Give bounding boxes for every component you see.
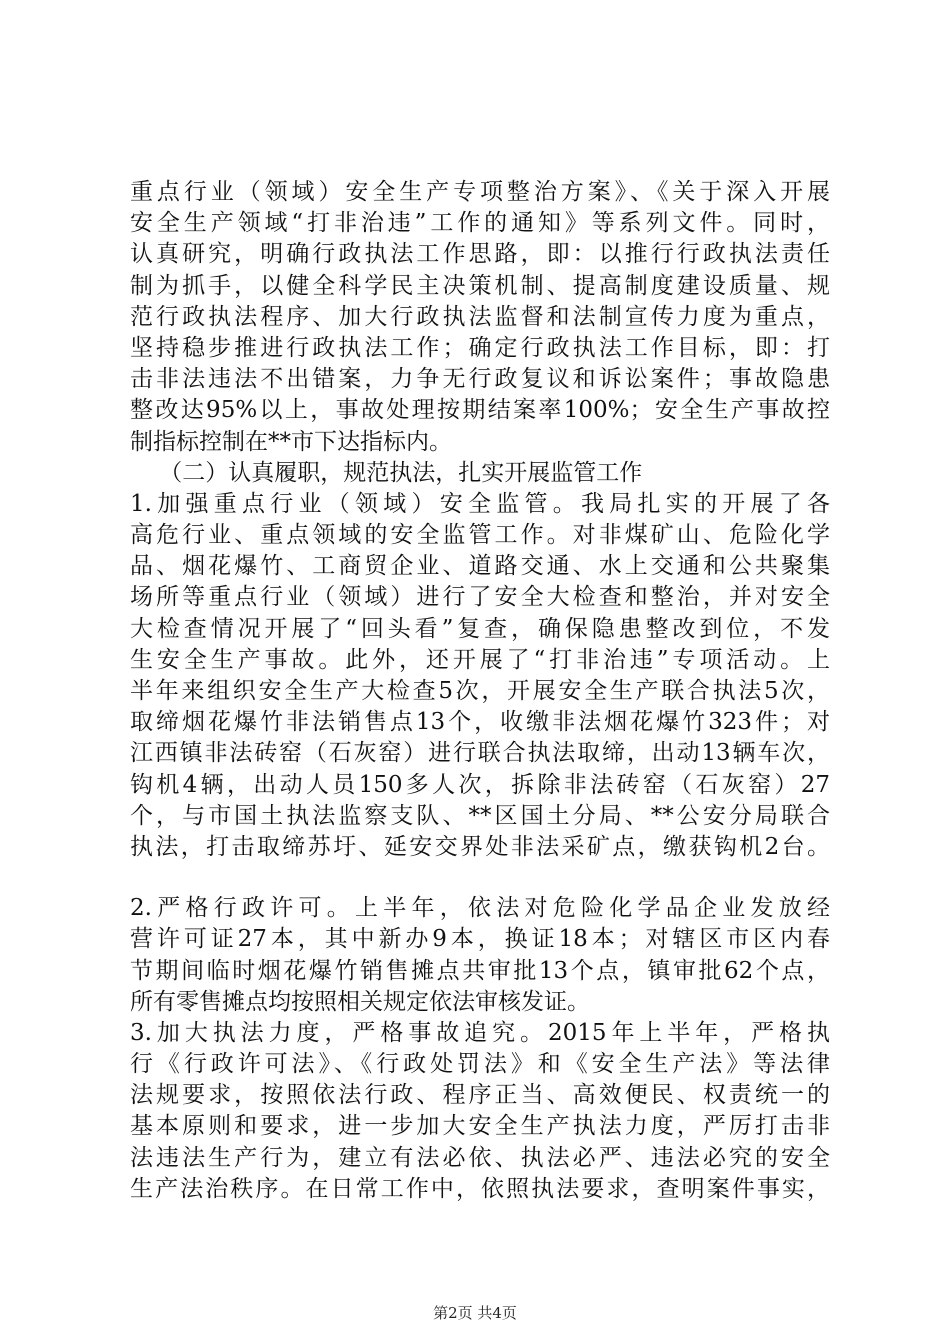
text-line: 半年来组织安全生产大检查5次，开展安全生产联合执法5次，	[130, 678, 830, 704]
page-footer	[0, 1302, 950, 1323]
paragraph-intro	[130, 177, 830, 458]
text-line: 高危行业、重点领域的安全监管工作。对非煤矿山、危险化学	[130, 522, 830, 549]
text-line: 取缔烟花爆竹非法销售点13个，收缴非法烟花爆竹323件；对	[130, 709, 830, 736]
text-line: 品、烟花爆竹、工商贸企业、道路交通、水上交通和公共聚集	[130, 553, 830, 580]
text-line: 安全生产领域“打非治违”工作的通知》等系列文件。同时，	[130, 210, 830, 237]
paragraph-item-1	[130, 489, 830, 863]
text-line: 场所等重点行业（领域）进行了安全大检查和整治，并对安全	[130, 584, 830, 611]
section-heading-2	[130, 458, 830, 489]
text-line: 3.加大执法力度，严格事故追究。2015年上半年，严格执	[130, 1019, 830, 1046]
paragraph-gap	[130, 863, 830, 893]
text-line: 坚持稳步推进行政执法工作；确定行政执法工作目标，即：打	[130, 334, 830, 361]
text-line: 营许可证27本，其中新办9本，换证18本；对辖区市区内春	[130, 926, 830, 953]
paragraph-item-3	[130, 1018, 830, 1205]
text-line: 制指标控制在**市下达指标内。	[130, 428, 452, 455]
text-line: 大检查情况开展了“回头看”复查，确保隐患整改到位，不发	[130, 615, 830, 642]
text-line: 击非法违法不出错案，力争无行政复议和诉讼案件；事故隐患	[130, 366, 830, 393]
text-line: 个，与市国土执法监察支队、**区国土分局、**公安分局联合	[130, 802, 830, 829]
text-line: 1.加强重点行业（领域）安全监管。我局扎实的开展了各	[130, 490, 830, 517]
text-line: 范行政执法程序、加大行政执法监督和法制宣传力度为重点，	[130, 303, 830, 330]
text-line: 认真研究，明确行政执法工作思路，即：以推行行政执法责任	[130, 241, 830, 268]
text-line: 钩机4辆，出动人员150多人次，拆除非法砖窑（石灰窑）27	[130, 771, 830, 798]
text-line: 所有零售摊点均按照相关规定依法审核发证。	[130, 988, 590, 1015]
text-line: 重点行业（领域）安全生产专项整治方案》、《关于深入开展	[130, 179, 830, 205]
text-line: 2.严格行政许可。上半年，依法对危险化学品企业发放经	[130, 895, 830, 922]
text-line: 执法，打击取缔苏圩、延安交界处非法采矿点，缴获钩机2台。	[130, 833, 830, 860]
text-line: 节期间临时烟花爆竹销售摊点共审批13个点，镇审批62个点，	[130, 957, 830, 984]
text-line: 基本原则和要求，进一步加大安全生产执法力度，严厉打击非	[130, 1113, 830, 1140]
paragraph-item-2	[130, 893, 830, 1018]
heading-line: （二）认真履职，规范执法，扎实开展监管工作	[130, 459, 643, 486]
page-number-label: 第2页 共4页	[433, 1304, 517, 1322]
text-line: 整改达95%以上，事故处理按期结案率100%；安全生产事故控	[130, 397, 830, 424]
text-line: 制为抓手，以健全科学民主决策机制、提高制度建设质量、规	[130, 272, 830, 299]
text-line: 生产法治秩序。在日常工作中，依照执法要求，查明案件事实，	[130, 1175, 830, 1202]
text-line: 行《行政许可法》、《行政处罚法》和《安全生产法》等法律	[130, 1051, 830, 1078]
text-line: 法违法生产行为，建立有法必依、执法必严、违法必究的安全	[130, 1144, 830, 1171]
text-line: 生安全生产事故。此外，还开展了“打非治违”专项活动。上	[130, 646, 830, 673]
text-line: 法规要求，按照依法行政、程序正当、高效便民、权责统一的	[130, 1082, 830, 1109]
text-line: 江西镇非法砖窑（石灰窑）进行联合执法取缔，出动13辆车次，	[130, 740, 830, 767]
document-body	[130, 177, 830, 1205]
